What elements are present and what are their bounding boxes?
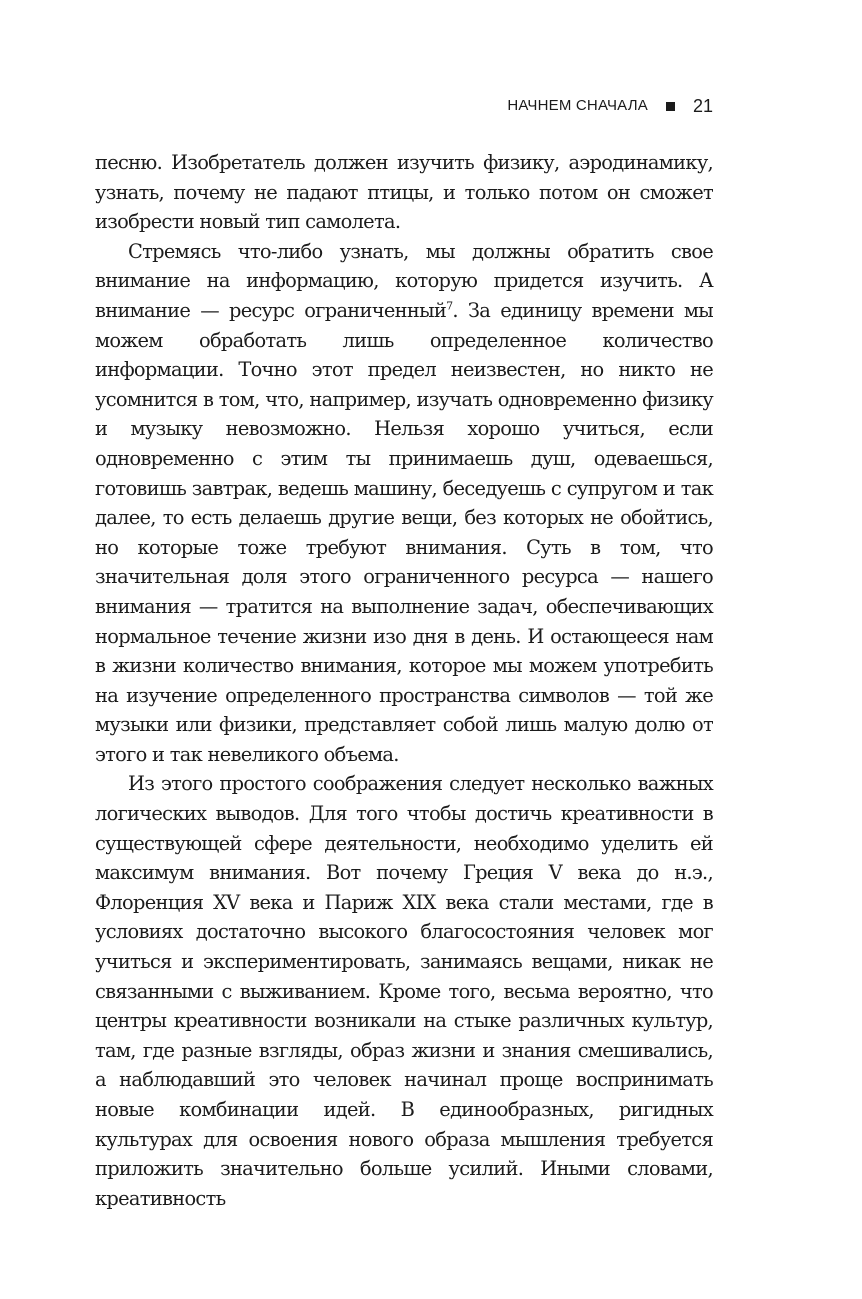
- body-text: [95, 148, 713, 1213]
- paragraph-1: песню. Изобретатель должен изучить физику, аэродинамику, узнать, почему не падают птицы, и только потом он сможет изобрести новый тип самолета.: [95, 151, 713, 234]
- footnote-reference[interactable]: 7: [446, 299, 453, 313]
- running-header: [507, 96, 713, 116]
- paragraph-2-text-end: . За единицу времени мы можем обработать лишь определенное количество информации. Точно этот предел неизвестен, но никто не усомнится в том, что, например, изучать одновременно физику и музыку невозможно. Нельзя хорошо учиться, если одновременно с этим ты принимаешь душ, одеваешься, готовишь завтрак, ведешь машину, беседуешь с супругом и так далее, то есть делаешь другие вещи, без которых не обойтись, но которые тоже требуют внимания. Суть в том, что значительная доля этого ограниченного ресурса — нашего внимания — тратится на выполнение задач, обеспечивающих нормальное течение жизни изо дня в день. И остающееся нам в жизни количество внимания, которое мы можем употребить на изучение определенного пространства символов — той же музыки или физики, представляет собой лишь малую долю от этого и так невеликого объема.: [95, 298, 713, 766]
- header-separator-square: [666, 102, 675, 111]
- paragraph-3: Из этого простого соображения следует несколько важных логических выводов. Для того чтобы достичь креативности в существующей сфере деятельности, необходимо уделить ей максимум внимания. Вот почему Греция V века до н.э., Флоренция XV века и Париж XIX века стали местами, где в условиях достаточно высокого благосостояния человек мог учиться и экспериментировать, занимаясь вещами, никак не связанными с выживанием. Кроме того, весьма вероятно, что центры креативности возникали на стыке различных культур, там, где разные взгляды, образ жизни и знания смешивались, а наблюдавший это человек начинал проще воспринимать новые комбинации идей. В единообразных, ригидных культурах для освоения нового образа мышления требуется приложить значительно больше усилий. Иными словами, креативность: [95, 772, 713, 1210]
- running-title: НАЧНЕМ СНАЧАЛА: [507, 97, 648, 114]
- page-number: 21: [692, 96, 713, 116]
- paragraph-2: [95, 237, 713, 770]
- book-page: [95, 0, 713, 1299]
- paragraph-2-text-start: Стремясь что-либо узнать, мы должны обратить свое внимание на информацию, которую придется изучить. А внимание — ресурс ограниченный: [95, 239, 713, 322]
